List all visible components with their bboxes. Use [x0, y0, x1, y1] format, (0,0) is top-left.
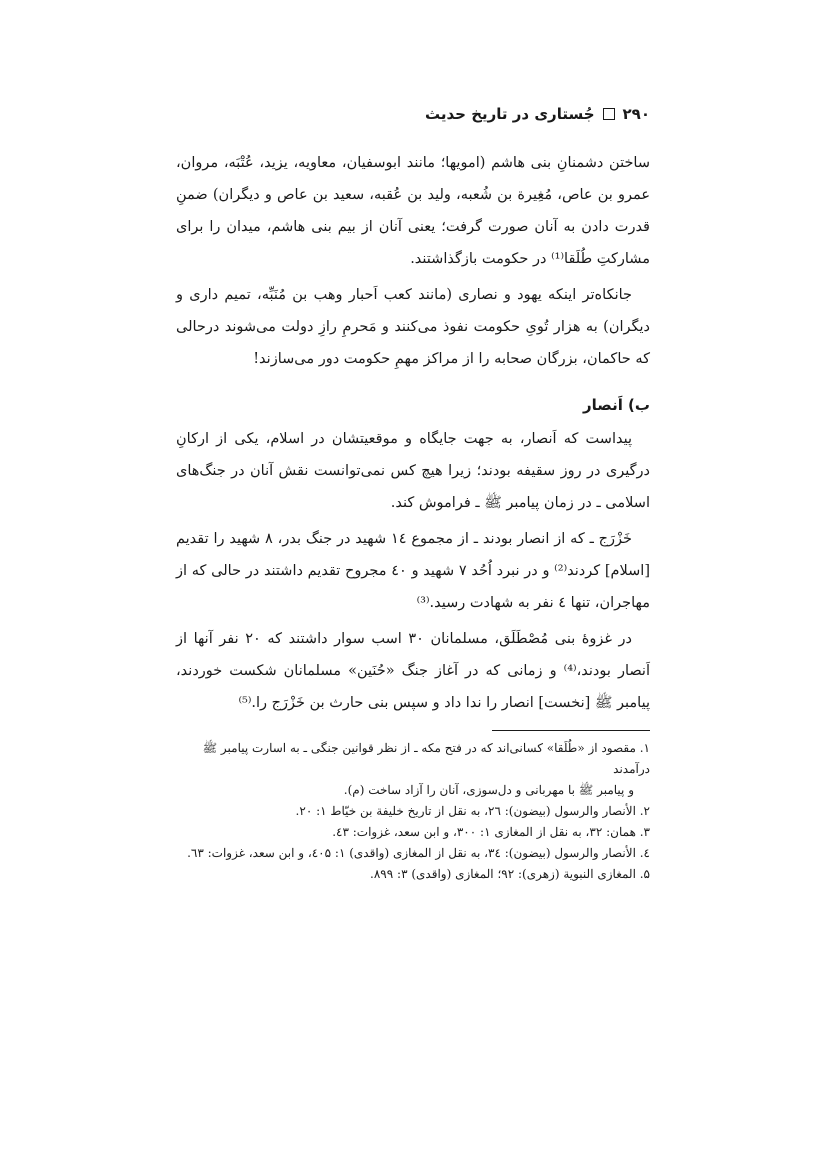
section-title: ب) اَنصار	[583, 396, 650, 414]
footnote-1-continuation: و پیامبر ﷺ با مهربانی و دل‌سوزی، آنان را آزاد ساخت (م).	[343, 783, 634, 797]
paragraph-5: در غزوهٔ بنی مُصْطَلَق، مسلمانان ۳۰ اسب سوار داشتند که ۲۰ نفر آنها از اَنصار بودند،⁽⁴⁾ و زمانی که در آغاز جنگ «حُنَین» مسلمانان شکست خوردند، پیامبر ﷺ [نخست] انصار را ندا داد و سپس بنی حارث بن خَزْرَج را.⁽⁵⁾	[176, 631, 650, 711]
main-text	[176, 147, 650, 723]
paragraph-2: جانکاه‌تر اینکه یهود و نصاری (مانند کعب اَحبار وهب بن مُنَبِّه، تمیم داری و دیگران) به هزار تُویِ حکومت نفوذ می‌کنند و مَحرمِ رازِ دولت می‌شوند درحالی که حاکمان، بزرگان صحابه را از مراکز مهمِ حکومت دور می‌سازند!	[176, 287, 650, 367]
paragraph-3: پیداست که اَنصار، به جهت جایگاه و موقعیتشان در اسلام، یکی از ارکانِ درگیری در روز سقیفه بودند؛ زیرا هیچ کس نمی‌توانست نقش آنان در جنگ‌های اسلامی ـ در زمان پیامبر ﷺ ـ فراموش کند.	[176, 431, 650, 511]
footnote-2: ۲. الأنصار والرسول (بیضون): ۲٦، به نقل از تاریخ خلیفة بن خیّاط ۱: ۲۰.	[295, 804, 650, 818]
footnote-3: ۳. همان: ۳۲، به نقل از المغازی ۱: ۳۰۰، و ابن سعد، غزوات: ٤۳.	[332, 825, 650, 839]
footnote-divider	[492, 730, 650, 731]
running-title: جُستاری در تاریخ حدیث	[424, 105, 595, 123]
page-number: ۲۹۰	[622, 105, 650, 123]
paragraph-4: خَزْرَج ـ که از انصار بودند ـ از مجموع ۱٤ شهید در جنگ بدر، ۸ شهید را تقدیم [اسلام] کردند⁽²⁾ و در نبرد اُحُد ۷ شهید و ٤۰ مجروح تقدیم داشتند در حالی که از مهاجران، تنها ٤ نفر به شهادت رسید.⁽³⁾	[176, 531, 650, 611]
footnote-5: ۵. المغازی النبویة (زهری): ۹۲؛ المغازی (واقدی) ۳: ۸۹۹.	[370, 867, 650, 881]
footnote-1: ۱. مقصود از «طُلَقا» کسانی‌اند که در فتح مکه ـ از نظر قوانین جنگی ـ به اسارت پیامبر ﷺ درآمدند	[202, 741, 650, 776]
running-header	[176, 101, 650, 127]
square-bullet-icon	[603, 108, 615, 120]
footnote-4: ٤. الأنصار والرسول (بیضون): ۳٤، به نقل از المغازی (واقدی) ۱: ٤۰۵، و ابن سعد، غزوات: ٦۳.	[187, 846, 650, 860]
footnotes	[176, 738, 650, 885]
paragraph-1: ساختن دشمنانِ بنی هاشم (امویها؛ مانند ابوسفیان، معاویه، یزید، عُتْبَه، مروان، عمرو بن عاص، مُغِیرة بن شُعبه، ولید بن عُقبه، سعید بن عاص و دیگران) ضمنِ قدرت دادن به آنان صورت گرفت؛ یعنی آنان از بیم بنی هاشم، میدان را برای مشارکتِ طُلَقا⁽¹⁾ در حکومت بازگذاشتند.	[176, 155, 650, 267]
